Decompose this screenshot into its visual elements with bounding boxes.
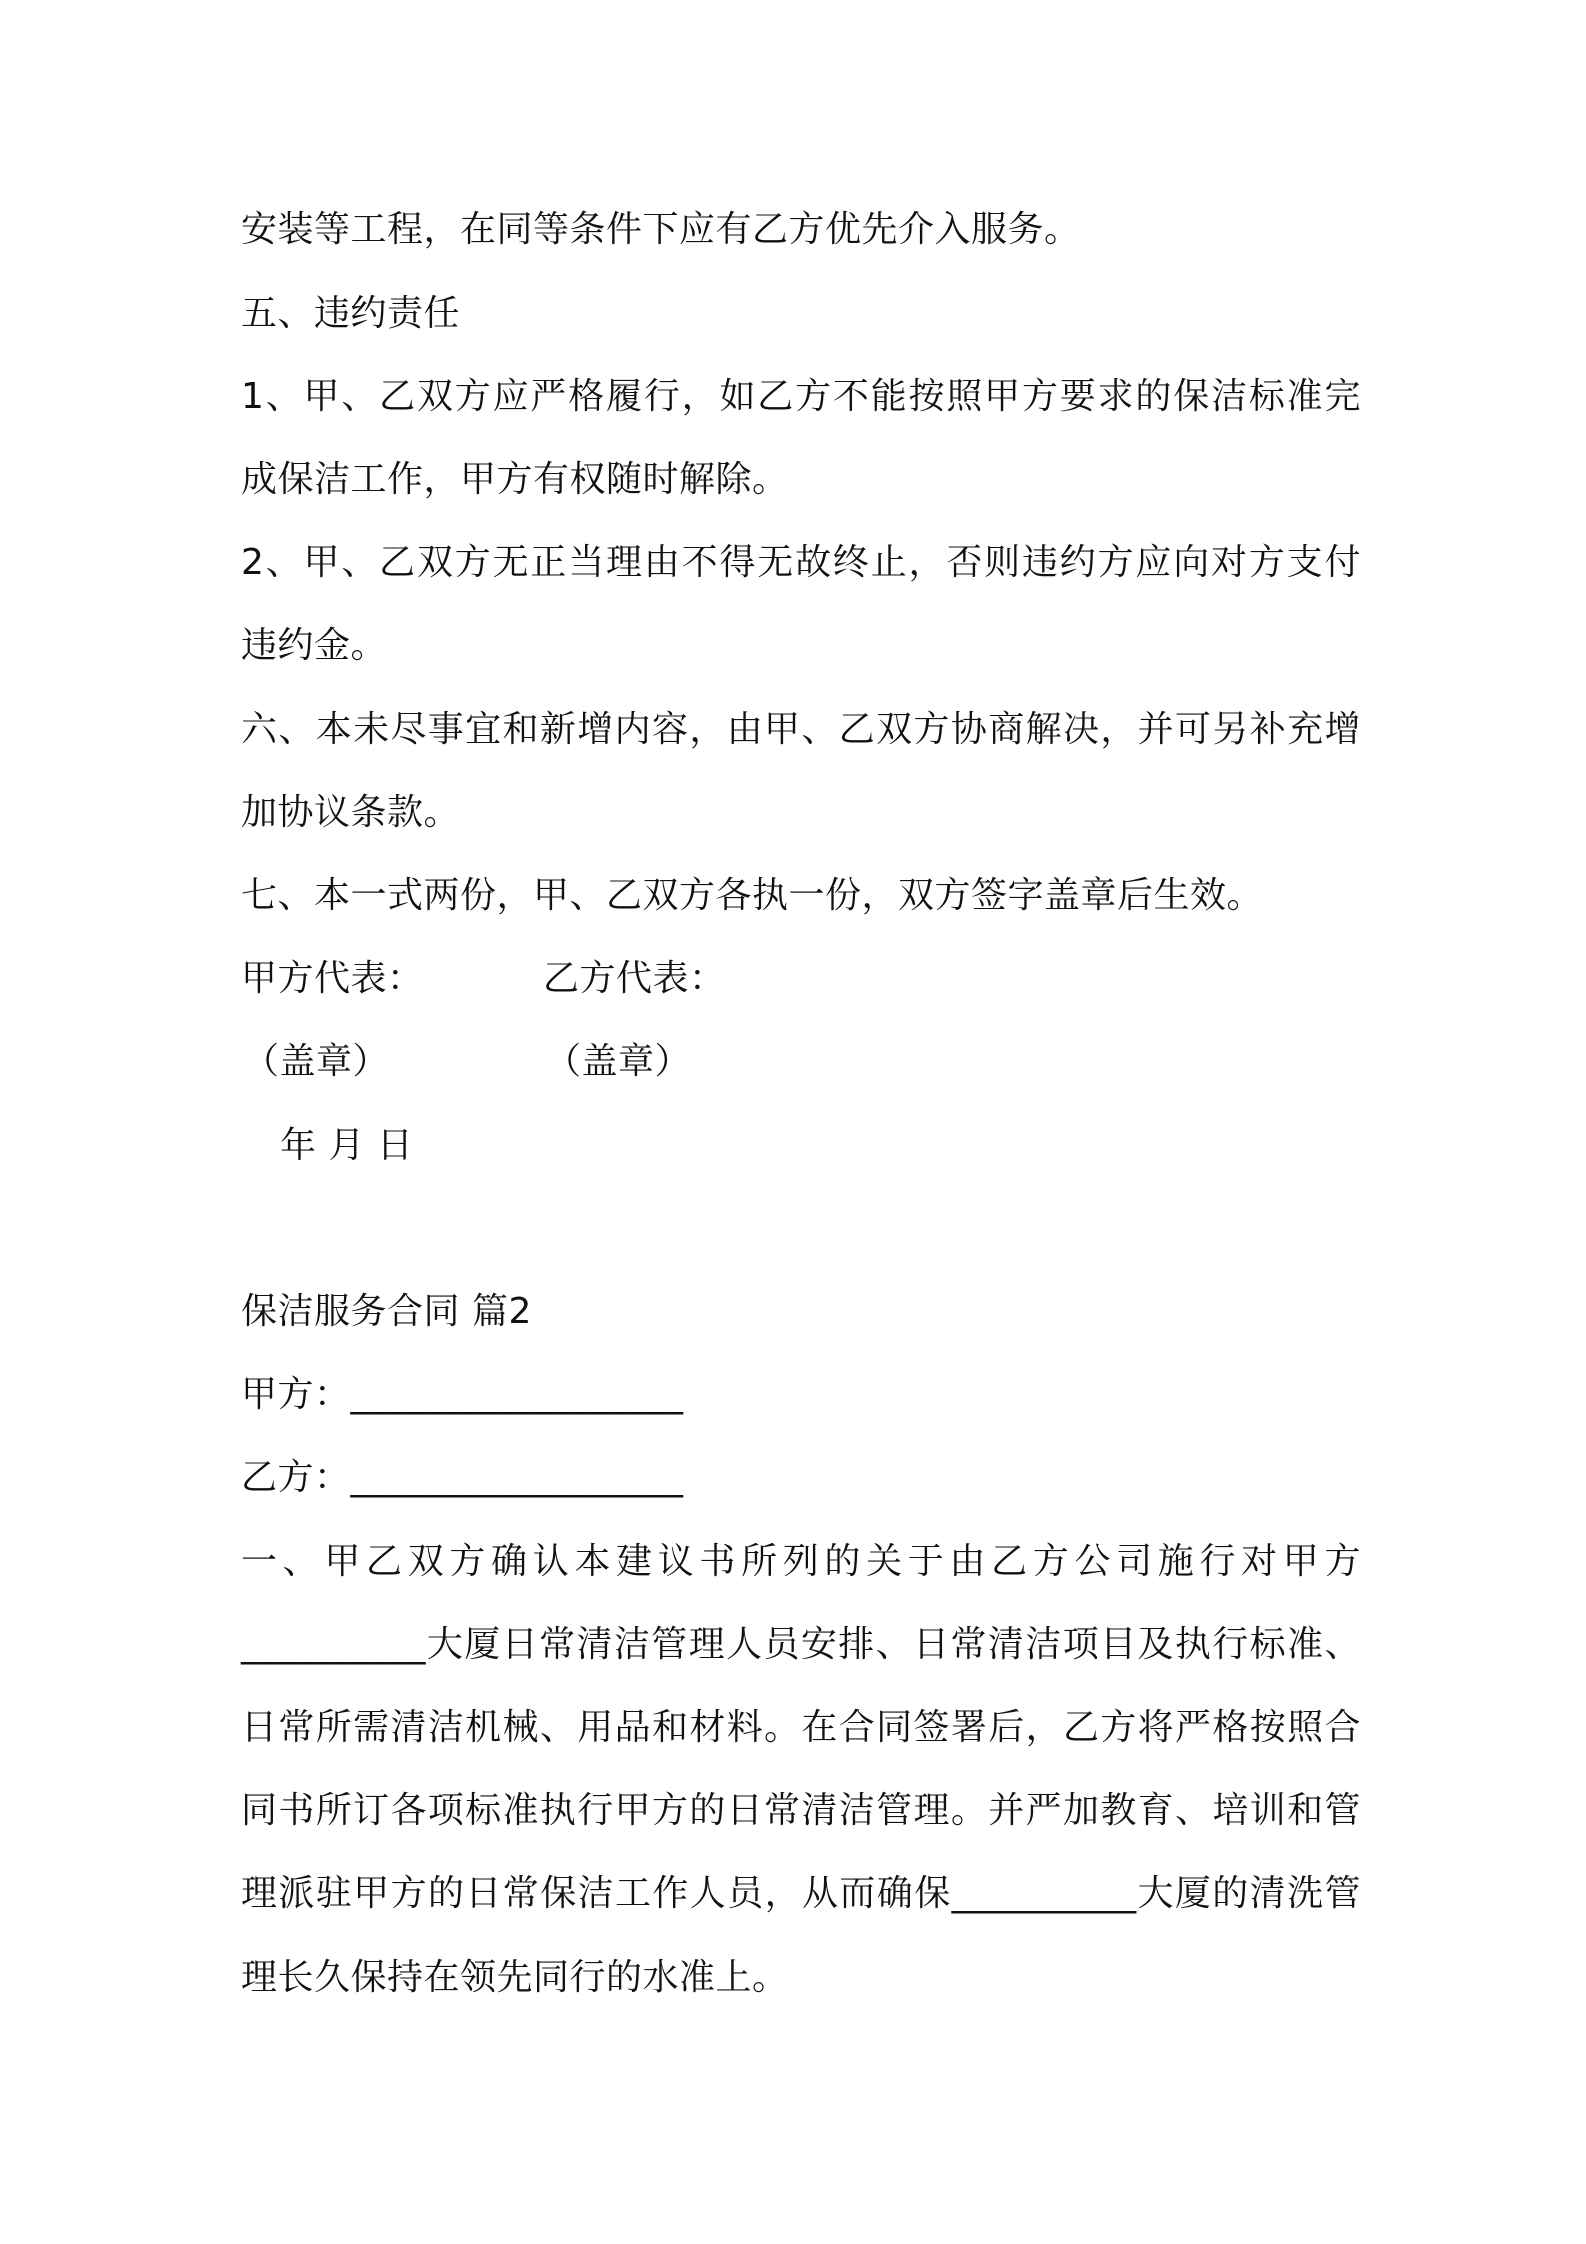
party-a-representative-label: 甲方代表： (241, 958, 424, 999)
paragraph-1-line-3: 日常所需清洁机械、用品和材料。在合同签署后，乙方将严格按照合 (241, 1707, 1361, 1748)
clause-1-line-2: 成保洁工作，甲方有权随时解除。 (241, 459, 789, 500)
section-heading-five: 五、违约责任 (241, 293, 461, 334)
party-a-seal-label: （盖章） (243, 1041, 390, 1082)
paragraph-1-line-5: 理派驻甲方的日常保洁工作人员，从而确保__________大厦的清洗管 (241, 1873, 1361, 1914)
section-six-line-2: 加协议条款。 (241, 792, 461, 833)
party-b-seal-label: （盖章） (545, 1041, 692, 1082)
paragraph-line: 安装等工程，在同等条件下应有乙方优先介入服务。 (241, 209, 1081, 250)
clause-1-line-1: 1、甲、乙双方应严格履行，如乙方不能按照甲方要求的保洁标准完 (241, 376, 1361, 417)
clause-2-line-2: 违约金。 (241, 625, 388, 666)
paragraph-1-line-6: 理长久保持在领先同行的水准上。 (241, 1957, 789, 1998)
date-line: 年 月 日 (280, 1125, 414, 1166)
party-b-field: 乙方：__________________ (241, 1457, 684, 1498)
clause-2-line-1: 2、甲、乙双方无正当理由不得无故终止，否则违约方应向对方支付 (241, 542, 1361, 583)
contract-title-part-2: 保洁服务合同 篇2 (241, 1291, 532, 1332)
paragraph-1-line-1: 一、甲乙双方确认本建议书所列的关于由乙方公司施行对甲方 (241, 1541, 1361, 1582)
section-seven: 七、本一式两份，甲、乙双方各执一份，双方签字盖章后生效。 (241, 875, 1264, 916)
party-b-representative-label: 乙方代表： (543, 958, 726, 999)
paragraph-1-line-4: 同书所订各项标准执行甲方的日常清洁管理。并严加教育、培训和管 (241, 1790, 1361, 1831)
section-six-line-1: 六、本未尽事宜和新增内容，由甲、乙双方协商解决，并可另补充增 (241, 709, 1361, 750)
paragraph-1-line-2: __________大厦日常清洁管理人员安排、日常清洁项目及执行标准、 (241, 1624, 1361, 1665)
party-a-field: 甲方：__________________ (241, 1374, 684, 1415)
